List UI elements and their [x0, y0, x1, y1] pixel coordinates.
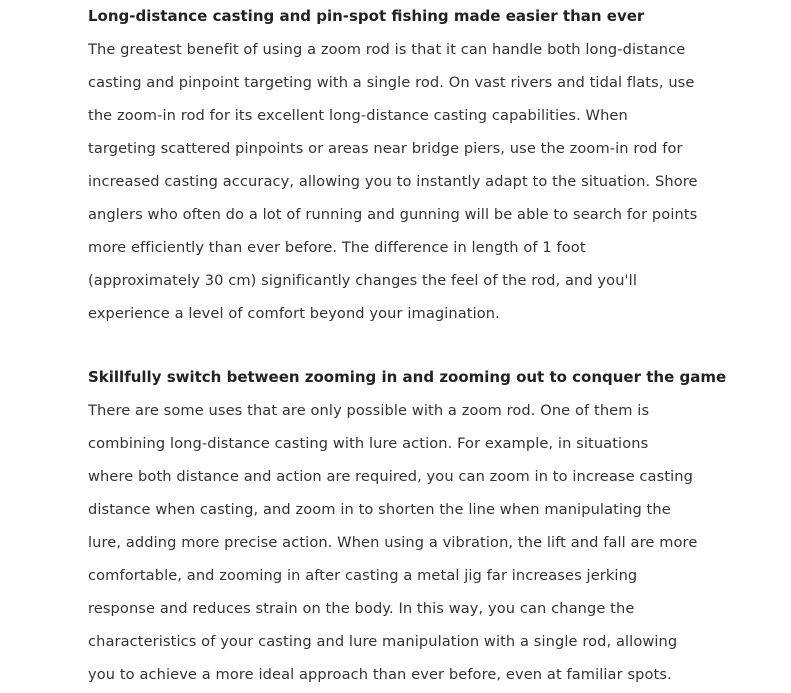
section-body: There are some uses that are only possible with a zoom rod. One of them is combining long-distance casting with lure action. For example, in situations where both distance and action are required, you can zoom in to increase casting distance when casting, and zoom in to shorten the line when manipulating the lure, adding more precise action. When using a vibration, the lift and fall are more comfortable, and zooming in after casting a metal jig far increases jerking response and reduces strain on the body. In this way, you can change the characteristics of your casting and lure manipulation with a single rod, allowing you to achieve a more ideal approach than ever before, even at familiar spots.: [88, 402, 698, 683]
section-body: The greatest benefit of using a zoom rod is that it can handle both long-distance casting and pinpoint targeting with a single rod. On vast rivers and tidal flats, use the zoom-in rod for its excellent long-distance casting capabilities. When targeting scattered pinpoints or areas near bridge piers, use the zoom-in rod for increased casting accuracy, allowing you to instantly adapt to the situation. Shore anglers who often do a lot of running and gunning will be able to search for points more efficiently than ever before. The difference in length of 1 foot (approximately 30 cm) significantly changes the feel of the rod, and you'll experience a level of comfort beyond your imagination.: [88, 41, 698, 322]
section-zoom-switching: [88, 361, 727, 691]
section-title: Long-distance casting and pin-spot fishing made easier than ever: [88, 7, 645, 25]
section-title: Skillfully switch between zooming in and zooming out to conquer the game: [88, 368, 727, 386]
section-long-distance-casting: [88, 0, 698, 330]
